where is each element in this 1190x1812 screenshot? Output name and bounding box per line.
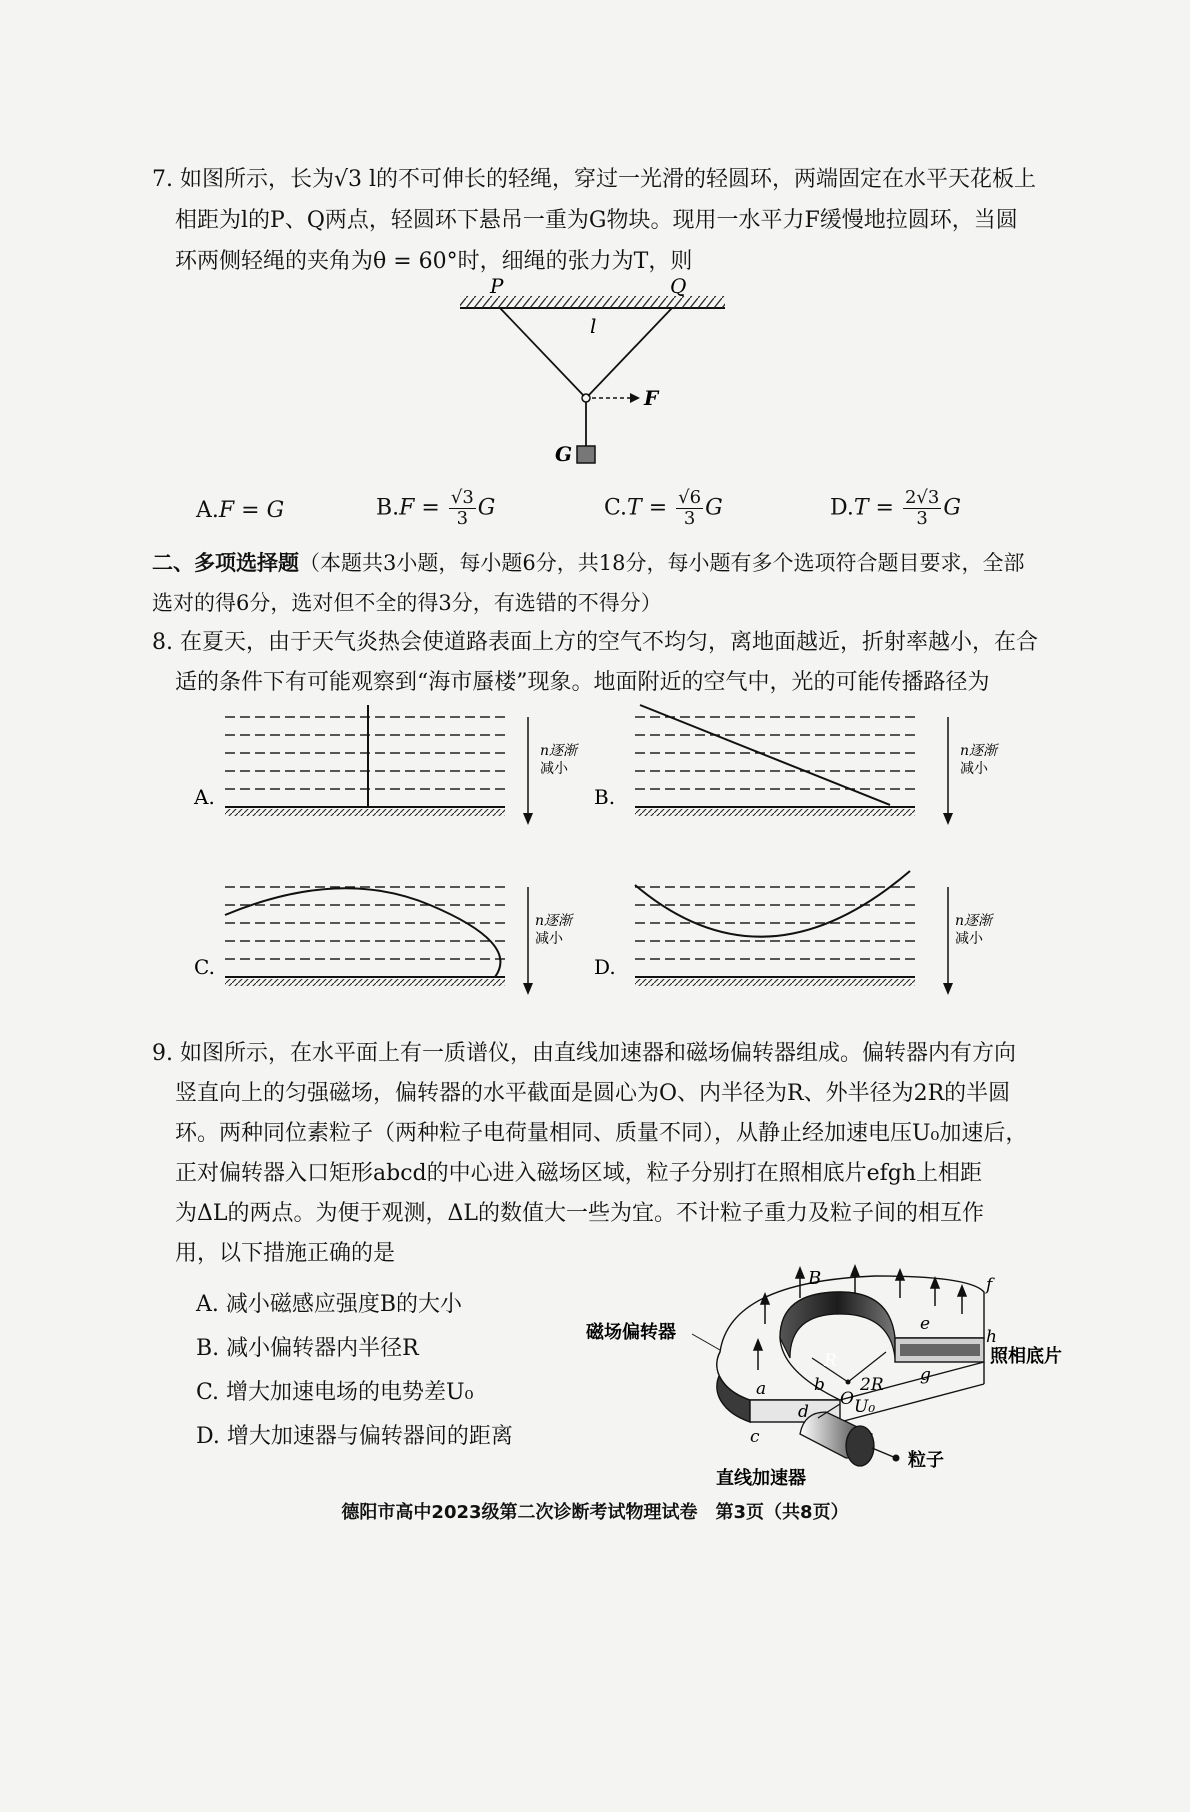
label-f: f xyxy=(986,1275,993,1295)
block xyxy=(577,446,595,463)
label-accelerator: 直线加速器 xyxy=(716,1468,806,1489)
label-d: d xyxy=(798,1402,809,1422)
label-G: G xyxy=(555,442,573,466)
q9-line-3: 环。两种同位素粒子（两种粒子电荷量相同、质量不同），从静止经加速电压U₀加速后， xyxy=(175,1121,1028,1146)
section2-desc-1: （本题共3小题，每小题6分，共18分，每小题有多个选项符合题目要求，全部 xyxy=(299,551,1025,575)
option-label-c: C. xyxy=(194,955,215,979)
label-l: l xyxy=(590,314,597,338)
light-path-d xyxy=(635,871,910,937)
q7-line-2: 相距为l的P、Q两点，轻圆环下悬吊一重为G物块。现用一水平力F缓慢地拉圆环，当圆 xyxy=(175,208,1018,233)
label-Q: Q xyxy=(670,274,687,298)
label-B: B xyxy=(808,1268,822,1289)
q9-line-2: 竖直向上的匀强磁场，偏转器的水平截面是圆心为O、内半径为R、外半径为2R的半圆 xyxy=(175,1081,1011,1106)
label-a: a xyxy=(756,1379,767,1399)
q9-option-d: D. 增大加速器与偏转器间的距离 xyxy=(196,1424,513,1449)
q9-line-4: 正对偏转器入口矩形abcd的中心进入磁场区域，粒子分别打在照相底片efgh上相距 xyxy=(175,1161,983,1186)
fraction: $\frac{2√3}{3}$ xyxy=(904,487,940,529)
label-deflector: 磁场偏转器 xyxy=(586,1322,676,1343)
option-label-a: A. xyxy=(194,785,215,809)
rope-right xyxy=(588,308,672,396)
q9-line-1: 9. 如图所示，在水平面上有一质谱仪，由直线加速器和磁场偏转器组成。偏转器内有方向 xyxy=(152,1041,1016,1066)
label-particle: 粒子 xyxy=(908,1450,944,1471)
label-R: R xyxy=(824,1351,837,1371)
q9-figure xyxy=(586,1262,1062,1492)
label-film: 照相底片 xyxy=(990,1346,1062,1367)
arrow-label-2: 减小 xyxy=(540,761,568,777)
force-arrowhead xyxy=(630,393,640,403)
q8-panel-d xyxy=(594,871,995,995)
arrow-label-1: n逐渐 xyxy=(955,913,993,929)
q7-figure xyxy=(450,274,740,478)
rope-left xyxy=(500,308,584,396)
q7-line-3: 环两侧轻绳的夹角为θ = 60°时，细绳的张力为T，则 xyxy=(175,249,693,274)
arrow-label-1: n逐渐 xyxy=(540,743,578,759)
q7-line-1: 7. 如图所示，长为√3 l的不可伸长的轻绳，穿过一光滑的轻圆环，两端固定在水平天花板上 xyxy=(152,167,1037,192)
ring xyxy=(582,394,590,402)
arrow-label-1: n逐渐 xyxy=(535,913,573,929)
q8-panel-b xyxy=(594,705,1000,825)
label-c: c xyxy=(750,1427,760,1447)
label-b: b xyxy=(814,1375,825,1395)
q7-option-c: C.T = $\frac{√6}{3}$ G xyxy=(604,487,723,529)
section2-title: 二、多项选择题 xyxy=(152,551,299,575)
label-P: P xyxy=(490,274,504,298)
label-O: O xyxy=(840,1389,854,1409)
q9-option-a: A. 减小磁感应强度B的大小 xyxy=(196,1292,463,1317)
label-g: g xyxy=(920,1365,931,1385)
option-label-b: B. xyxy=(594,785,616,809)
deflector-inner-wall xyxy=(780,1292,895,1358)
light-path-b xyxy=(640,705,890,805)
q9-option-b: B. 减小偏转器内半径R xyxy=(196,1336,419,1361)
photo-film-inner xyxy=(900,1344,980,1356)
q7-option-a: A.F = G xyxy=(196,498,285,523)
section2-header xyxy=(152,548,1024,578)
label-F: F xyxy=(644,386,659,410)
arrow-label-1: n逐渐 xyxy=(960,743,998,759)
q8-line-1: 8. 在夏天，由于天气炎热会使道路表面上方的空气不均匀，离地面越近，折射率越小，在合 xyxy=(152,630,1038,655)
q8-figures xyxy=(190,705,998,1025)
label-U0: U₀ xyxy=(854,1397,876,1417)
fraction: $\frac{√6}{3}$ xyxy=(678,487,702,529)
label-e: e xyxy=(920,1314,931,1334)
light-path-c xyxy=(225,888,500,977)
q7-option-b: B.F = $\frac{√3}{3}$ G xyxy=(376,487,496,529)
q9-line-5: 为ΔL的两点。为便于观测，ΔL的数值大一些为宜。不计粒子重力及粒子间的相互作 xyxy=(175,1201,984,1226)
page-footer: 德阳市高中2023级第二次诊断考试物理试卷 第3页（共8页） xyxy=(341,1502,849,1523)
label-h: h xyxy=(986,1327,997,1347)
q9-line-6: 用，以下措施正确的是 xyxy=(175,1241,396,1266)
option-label-d: D. xyxy=(594,955,616,979)
q8-panel-c xyxy=(194,887,575,995)
section2-desc-2: 选对的得6分，选对但不全的得3分，有选错的不得分） xyxy=(152,591,662,615)
arrow-label-2: 减小 xyxy=(955,931,983,947)
q7-option-d: D.T = $\frac{2√3}{3}$ G xyxy=(830,487,961,529)
q8-panel-a xyxy=(193,705,580,825)
label-2R: 2R xyxy=(860,1375,884,1395)
fraction: $\frac{√3}{3}$ xyxy=(450,487,474,529)
arrow-label-2: 减小 xyxy=(960,761,988,777)
q9-option-c: C. 增大加速电场的电势差U₀ xyxy=(196,1380,474,1405)
arrow-label-2: 减小 xyxy=(535,931,563,947)
q8-line-2: 适的条件下有可能观察到“海市蜃楼”现象。地面附近的空气中，光的可能传播路径为 xyxy=(175,670,990,695)
